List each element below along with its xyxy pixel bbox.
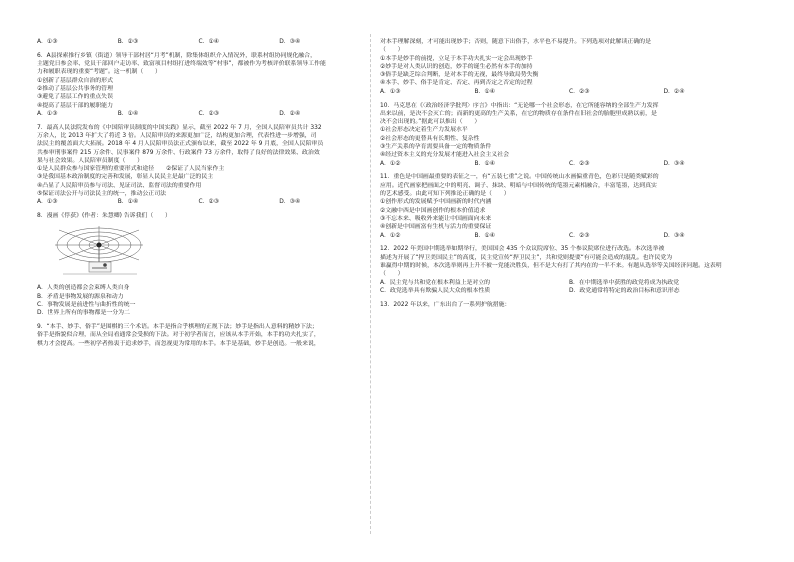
question-stem-line: 10．马克思在《〈政治经济学批判〉序言》中指出：“无论哪一个社会形态，在它所能容纳的全部生产力发挥 xyxy=(380,102,659,109)
question-stem-line: 果与社会效果。人民陪审员制度（ ） xyxy=(37,157,144,164)
option-d[interactable]: D．③④ xyxy=(279,39,301,45)
answer-option[interactable]: A．人类的创造都会会束缚人类自身 xyxy=(37,285,130,292)
answer-options xyxy=(380,160,758,168)
option-d[interactable]: D．③④ xyxy=(663,160,685,167)
question-7 xyxy=(37,124,360,207)
question-stem-line: 13．2022 年以来，广东出台了一系列护航措施： xyxy=(380,301,511,308)
answer-options xyxy=(380,287,758,295)
option-c[interactable]: C．②③ xyxy=(198,110,220,117)
question-stem-line: （ ） xyxy=(380,271,404,278)
question-6 xyxy=(37,52,360,118)
option-b[interactable]: B．①④ xyxy=(474,88,495,95)
option-c[interactable]: C．①④ xyxy=(198,39,220,45)
question-stem-line: 描述为开展了“捍卫美国民主”的高度，民主党宣传“捍卫民主”，共和党则提要“有可能会造成的混乱。也许民党为 xyxy=(380,254,673,261)
answer-option[interactable]: C．事物发展是前进性与曲折性的统一 xyxy=(37,302,136,309)
statement-item: ③避免了基层工作的重点失误 xyxy=(37,94,113,101)
answer-options xyxy=(37,198,360,206)
statement-item: ④凸显了人民陪审员参与司法、见证司法、监督司法的重要作用 xyxy=(37,182,202,189)
statement-item: ①本手是妙手的前提，立足于本手功夫扎实一定会出现妙手 xyxy=(380,55,533,62)
option-a[interactable]: A．①② xyxy=(380,232,401,239)
question-13 xyxy=(380,301,758,309)
statement-item: ②文融中西是中国画创作的根本价值追求 xyxy=(380,207,486,214)
question-stem-line: 主题党日参会率、党员干部回户走访率、致富项目村组打进终端效等“村事”，都被作为考核评价联系领导工作能 xyxy=(37,61,326,68)
question-stem-line: 谁赢得中期的时候，本次选举则再上升不被一党能决胜负，但不是大有打了其内在的一半不来。有题从选举等关国经济问题。这表明 xyxy=(380,262,722,269)
statement-item: ③不忘本来、吸收外来能让中国画面向未来 xyxy=(380,215,492,222)
option-b[interactable]: B．②③ xyxy=(117,39,139,45)
statement-item: ⑤保证司法公开与司法民主的统一，推动公正司法 xyxy=(37,191,166,198)
question-stem-line: 8．漫画《俘获》(作者：朱慧卿) 告诉我们（ ） xyxy=(37,213,171,220)
question-10 xyxy=(380,102,758,168)
statement-item: ③是我国基本政治制度的完善和发展，彰显人民民主是最广泛的民主 xyxy=(37,174,214,181)
option-b[interactable]: B．①④ xyxy=(117,110,139,117)
question-stem-line: 12．2022 年美国中期选举如期举行，美国国会 435 个众议院席位、35 个参议院席位进行改选。本次选举被 xyxy=(380,246,665,253)
statement-item: ④经过资本主义的充分发展才能进入社会主义社会 xyxy=(380,152,509,159)
question-stem-line: 9．“本手、妙手、俗手”是围棋的三个术语。本手是指合乎棋理的正规下法；妙手是指出人意料的精妙下法； xyxy=(37,324,318,331)
spider-web-cartoon-icon xyxy=(49,224,149,280)
left-column xyxy=(37,38,360,348)
statement-item: ①创新了基层群众自治的形式 xyxy=(37,77,113,84)
option-d[interactable]: D．②④ xyxy=(663,88,685,95)
question-stem-line: 11．重色是中国画最重要的表征之一，有“五装七重”之说。中国传统山水画偏重青色，色彩只是随类赋彩的 xyxy=(380,174,659,181)
answer-option[interactable]: D．世界上所有的事物都是一分为二 xyxy=(37,310,130,317)
question-stem-line: 决不会出现的。”据此可以推出（ ） xyxy=(380,119,481,126)
option-a[interactable]: A．①③ xyxy=(380,88,401,95)
question-stem-line: 共参审刑事案件 215 万余件、民事案件 879 万余件、行政案件 73 万余件，取得了良好的法律效果、政治效 xyxy=(37,149,320,156)
option-d[interactable]: D．②④ xyxy=(279,110,301,117)
option-a[interactable]: A．民主党与共和党在根本利益上是对立的 xyxy=(380,279,491,286)
question-stem-line: 的艺术感受。由此可知下列推论正确的是（ ） xyxy=(380,191,510,198)
question-stem-line: 力和履职表现的重要“考题”。这一机制（ ） xyxy=(37,69,161,76)
question-stem-line: （ ） xyxy=(380,47,404,54)
answer-options xyxy=(380,279,758,287)
option-a[interactable]: A．①③ xyxy=(37,199,58,206)
option-d[interactable]: D．政党通常将特定的政治目标和意识形态 xyxy=(569,287,680,294)
question-stem-line: 法民主的覆盖面大大拓展。2018 年 4 月人民陪审员法正式颁布以来，截至 2022 年 9 月底，全国人民陪审员 xyxy=(37,141,324,148)
option-b[interactable]: B．①④ xyxy=(474,232,495,239)
statement-item: ③生产关系的孕育需要具备一定的物质条件 xyxy=(380,144,492,151)
option-a[interactable]: A．①③ xyxy=(37,110,58,117)
question-stem-line: 对本手理解深刻，才可能出现妙手；否则，随意下出俗手，水平也不易提升。下列选项对此解读正确的是 xyxy=(380,39,651,45)
statement-item: ②社会形态的更替具有长期性、复杂性 xyxy=(380,135,480,142)
statement-item: ③俗手是缺乏综合判断，是对本手的无视，最终导致局势失衡 xyxy=(380,72,539,79)
question-12 xyxy=(380,245,758,295)
statement-item: ①是人民群众参与国家管理的重要形式和途径 ②保证了人民当家作主 xyxy=(37,166,225,173)
answer-option[interactable]: B．矛盾是事物发展的源泉和动力 xyxy=(37,293,124,300)
question-stem-line: 应用。近代画家把画面之中的明亮、调子、抹块、明暗与中国传统的笔墨元素相融合，丰富笔墨，达到真实 xyxy=(380,182,657,189)
option-a[interactable]: A．①③ xyxy=(37,39,58,45)
answer-options xyxy=(37,110,360,118)
option-c[interactable]: C．②③ xyxy=(569,232,590,239)
question-stem-line: 6．A县探索推行乡镇（街道）领导干部村居“月考”机制，除集体组织介入情况外，联系村组协同规化融合， xyxy=(37,52,316,59)
question-stem-line: 出来以前，是决不会灭亡的；而新的更高的生产关系，在它的物质存在条件在旧社会的胎胞里成熟以前，是 xyxy=(380,110,657,117)
option-c[interactable]: C．②③ xyxy=(569,160,590,167)
right-column xyxy=(380,38,758,309)
column-divider xyxy=(370,34,371,534)
answer-options xyxy=(380,88,758,96)
option-d[interactable]: D．③④ xyxy=(279,199,301,206)
statement-item: ②妙手是对人类认识的创造，妙手的诞生必然有本手的加持 xyxy=(380,63,533,70)
option-c[interactable]: C．②③ xyxy=(198,199,220,206)
question-9-continued xyxy=(380,38,758,96)
previous-question-options xyxy=(37,38,360,46)
question-stem-line: 万余人，比 2013 年扩大了将近 3 倍。人民陪审员的来源更加广泛，结构更加合理，代表性进一步增强，司 xyxy=(37,132,317,139)
question-9 xyxy=(37,323,360,348)
option-c[interactable]: C．②③ xyxy=(569,88,590,95)
question-stem-line: 棋力才会提高。一些初学者热衷于追求妙手，而忽视更为常用的本手。本手是基础，妙手是创造。一般来说， xyxy=(37,340,320,347)
option-b[interactable]: B．①④ xyxy=(117,199,139,206)
answer-options xyxy=(380,232,758,240)
statement-item: ④提高了基层干部的履职能力 xyxy=(37,102,113,109)
option-b[interactable]: B．①④ xyxy=(474,160,495,167)
question-stem-line: 7．最高人民法院发布的《中国陪审员制度的中国实践》显示，截至 2022 年 7 月，全国人民陪审员共计 332 xyxy=(37,124,322,131)
question-11 xyxy=(380,173,758,239)
statement-item: ①社会形态决定着生产力发展水平 xyxy=(380,127,468,134)
question-8 xyxy=(37,212,360,317)
statement-item: ②推动了基层公共事务的管理 xyxy=(37,85,113,92)
option-d[interactable]: D．③④ xyxy=(663,232,685,239)
option-b[interactable]: B．在中期选举中获胜的政党将成为执政党 xyxy=(569,279,680,286)
statement-item: ④创新是中国画富有生机与活力的重要保证 xyxy=(380,224,492,231)
statement-item: ①创作形式的发展赋予中国画新的时代内涵 xyxy=(380,199,492,206)
option-a[interactable]: A．①② xyxy=(380,160,401,167)
cartoon-image xyxy=(49,224,149,280)
option-c[interactable]: C．政党选举具有欺骗人民大众的根本性质 xyxy=(380,287,491,294)
statement-item: ④本手、妙手、俗手是肯定、否定、再到否定之否定的过程 xyxy=(380,80,533,87)
question-stem-line: 俗手是指貌似合理，而从全局看通常会受损的下法。对于初学者而言，应该从本手开始，本手的功夫扎实了， xyxy=(37,332,320,339)
